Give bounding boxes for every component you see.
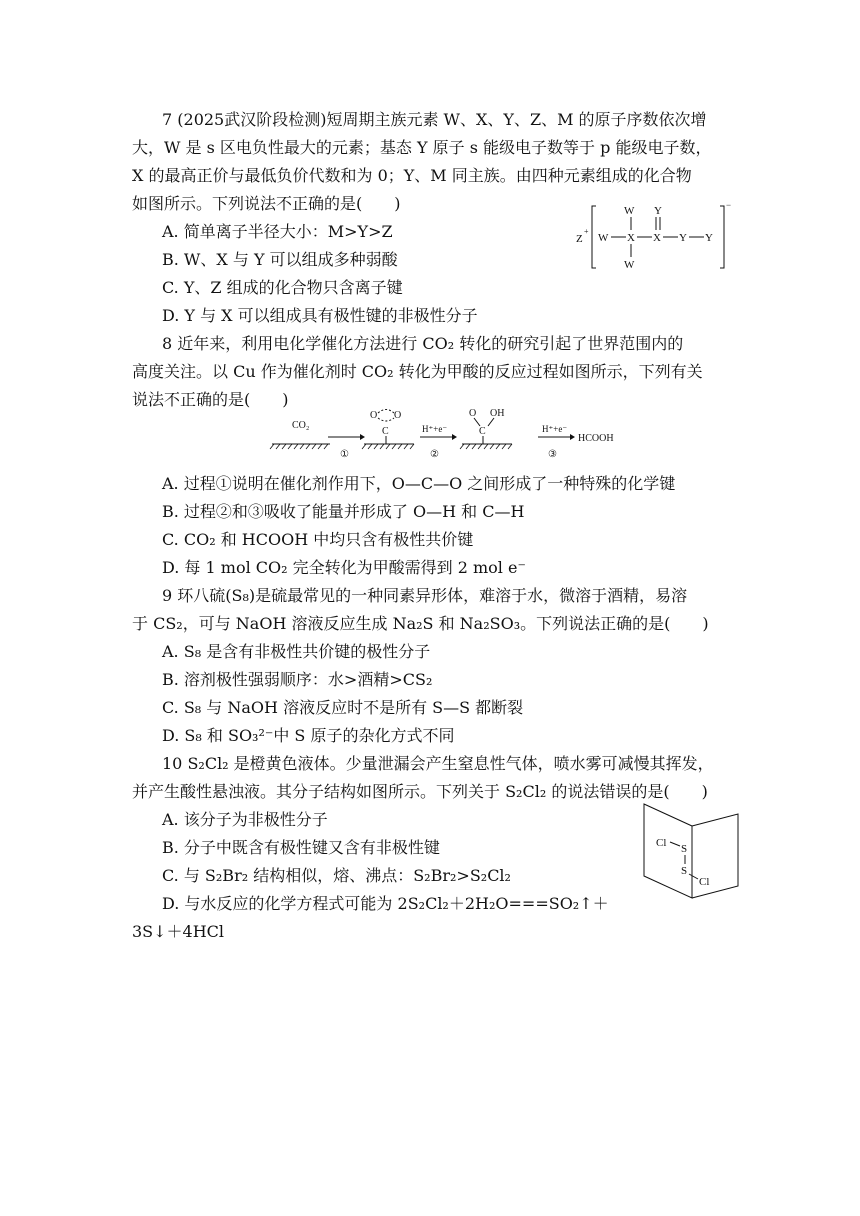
svg-text:②: ② [430,449,439,460]
q10-stem-line1: 10 S₂Cl₂ 是橙黄色液体。少量泄漏会产生窒息性气体，喷水雾可减慢其挥发， [162,754,714,773]
svg-text:−: − [726,200,732,210]
q9-stem-line2: 于 CS₂，可与 NaOH 溶液反应生成 Na₂S 和 Na₂SO₃。下列说法正确的是( ) [132,614,709,633]
svg-text:W: W [624,205,635,217]
q9-option-c: C. S₈ 与 NaOH 溶液反应时不是所有 S—S 都断裂 [162,698,524,717]
svg-text:W: W [624,259,635,271]
q9-option-b: B. 溶剂极性强弱顺序：水>酒精>CS₂ [162,670,433,689]
q9-stem-line1: 9 环八硫(S₈)是硫最常见的一种同素异形体，难溶于水，微溶于酒精，易溶 [162,586,688,605]
svg-text:Y: Y [654,205,662,217]
q8-option-d: D. 每 1 mol CO₂ 完全转化为甲酸需得到 2 mol e⁻ [162,558,526,577]
svg-text:O: O [394,410,402,421]
q10-option-b: B. 分子中既含有极性键又含有非极性键 [162,838,440,857]
svg-text:Y: Y [679,232,687,244]
svg-text:S: S [681,865,688,877]
q10-option-a: A. 该分子为非极性分子 [162,810,328,829]
q10-option-c: C. 与 S₂Br₂ 结构相似，熔、沸点：S₂Br₂>S₂Cl₂ [162,866,511,885]
svg-text:W: W [598,232,609,244]
q7-option-b: B. W、X 与 Y 可以组成多种弱酸 [162,250,398,269]
q9-option-d: D. S₈ 和 SO₃²⁻中 S 原子的杂化方式不同 [162,726,455,745]
q9-option-a: A. S₈ 是含有非极性共价键的极性分子 [162,642,431,661]
svg-text:H⁺+e⁻: H⁺+e⁻ [422,424,448,434]
svg-text:+: + [584,227,589,236]
q8-stem-line3: 说法不正确的是( ) [132,390,289,409]
svg-text:S: S [681,843,688,855]
q7-stem-line2: 大，W 是 s 区电负性最大的元素；基态 Y 原子 s 能级电子数等于 p 能级电子数， [132,138,712,157]
svg-text:Y: Y [705,232,713,244]
q7-option-d: D. Y 与 X 可以组成具有极性键的非极性分子 [162,306,478,325]
svg-text:Cl: Cl [699,876,710,888]
q8-option-c: C. CO₂ 和 HCOOH 中均只含有极性共价键 [162,530,474,549]
q10-stem-line2: 并产生酸性悬浊液。其分子结构如图所示。下列关于 S₂Cl₂ 的说法错误的是( ) [132,782,708,801]
q8-stem-line1: 8 近年来，利用电化学催化方法进行 CO₂ 转化的研究引起了世界范围内的 [162,334,684,353]
q10-option-d: D. 与水反应的化学方程式可能为 2S₂Cl₂＋2H₂O===SO₂↑＋ [162,894,609,913]
svg-text:OH: OH [490,408,505,419]
q7-option-a: A. 简单离子半径大小：M>Y>Z [162,222,393,241]
q10-option-d-cont: 3S↓＋4HCl [132,922,225,941]
q8-option-a: A. 过程①说明在催化剂作用下，O—C—O 之间形成了一种特殊的化学键 [162,474,676,493]
q8-reaction-scheme [266,404,646,462]
svg-text:X: X [653,232,661,244]
svg-text:H⁺+e⁻: H⁺+e⁻ [542,424,568,434]
q7-fig-cation: Z [576,233,583,245]
svg-text:Cl: Cl [656,837,667,849]
svg-text:HCOOH: HCOOH [578,433,614,444]
q7-stem-line3: X 的最高正价与最低负价代数和为 0；Y、M 同主族。由四种元素组成的化合物 [132,166,692,185]
q10-molecule-figure [640,800,744,902]
q7-option-c: C. Y、Z 组成的化合物只含离子键 [162,278,403,297]
q8-stem-line2: 高度关注。以 Cu 作为催化剂时 CO₂ 转化为甲酸的反应过程如图所示，下列有关 [132,362,703,381]
q8-option-b: B. 过程②和③吸收了能量并形成了 O—H 和 C—H [162,502,525,521]
q7-stem-line1: 7 (2025武汉阶段检测)短周期主族元素 W、X、Y、Z、M 的原子序数依次增 [162,110,707,129]
q7-structure-figure [570,196,740,276]
svg-text:C: C [479,426,486,437]
svg-text:O: O [469,408,477,419]
svg-text:O: O [370,410,378,421]
svg-text:①: ① [340,449,349,460]
svg-text:③: ③ [548,449,557,460]
q7-stem-line4: 如图所示。下列说法不正确的是( ) [132,194,401,213]
svg-text:C: C [382,426,389,437]
svg-text:CO₂: CO₂ [292,420,310,431]
svg-text:X: X [627,232,635,244]
